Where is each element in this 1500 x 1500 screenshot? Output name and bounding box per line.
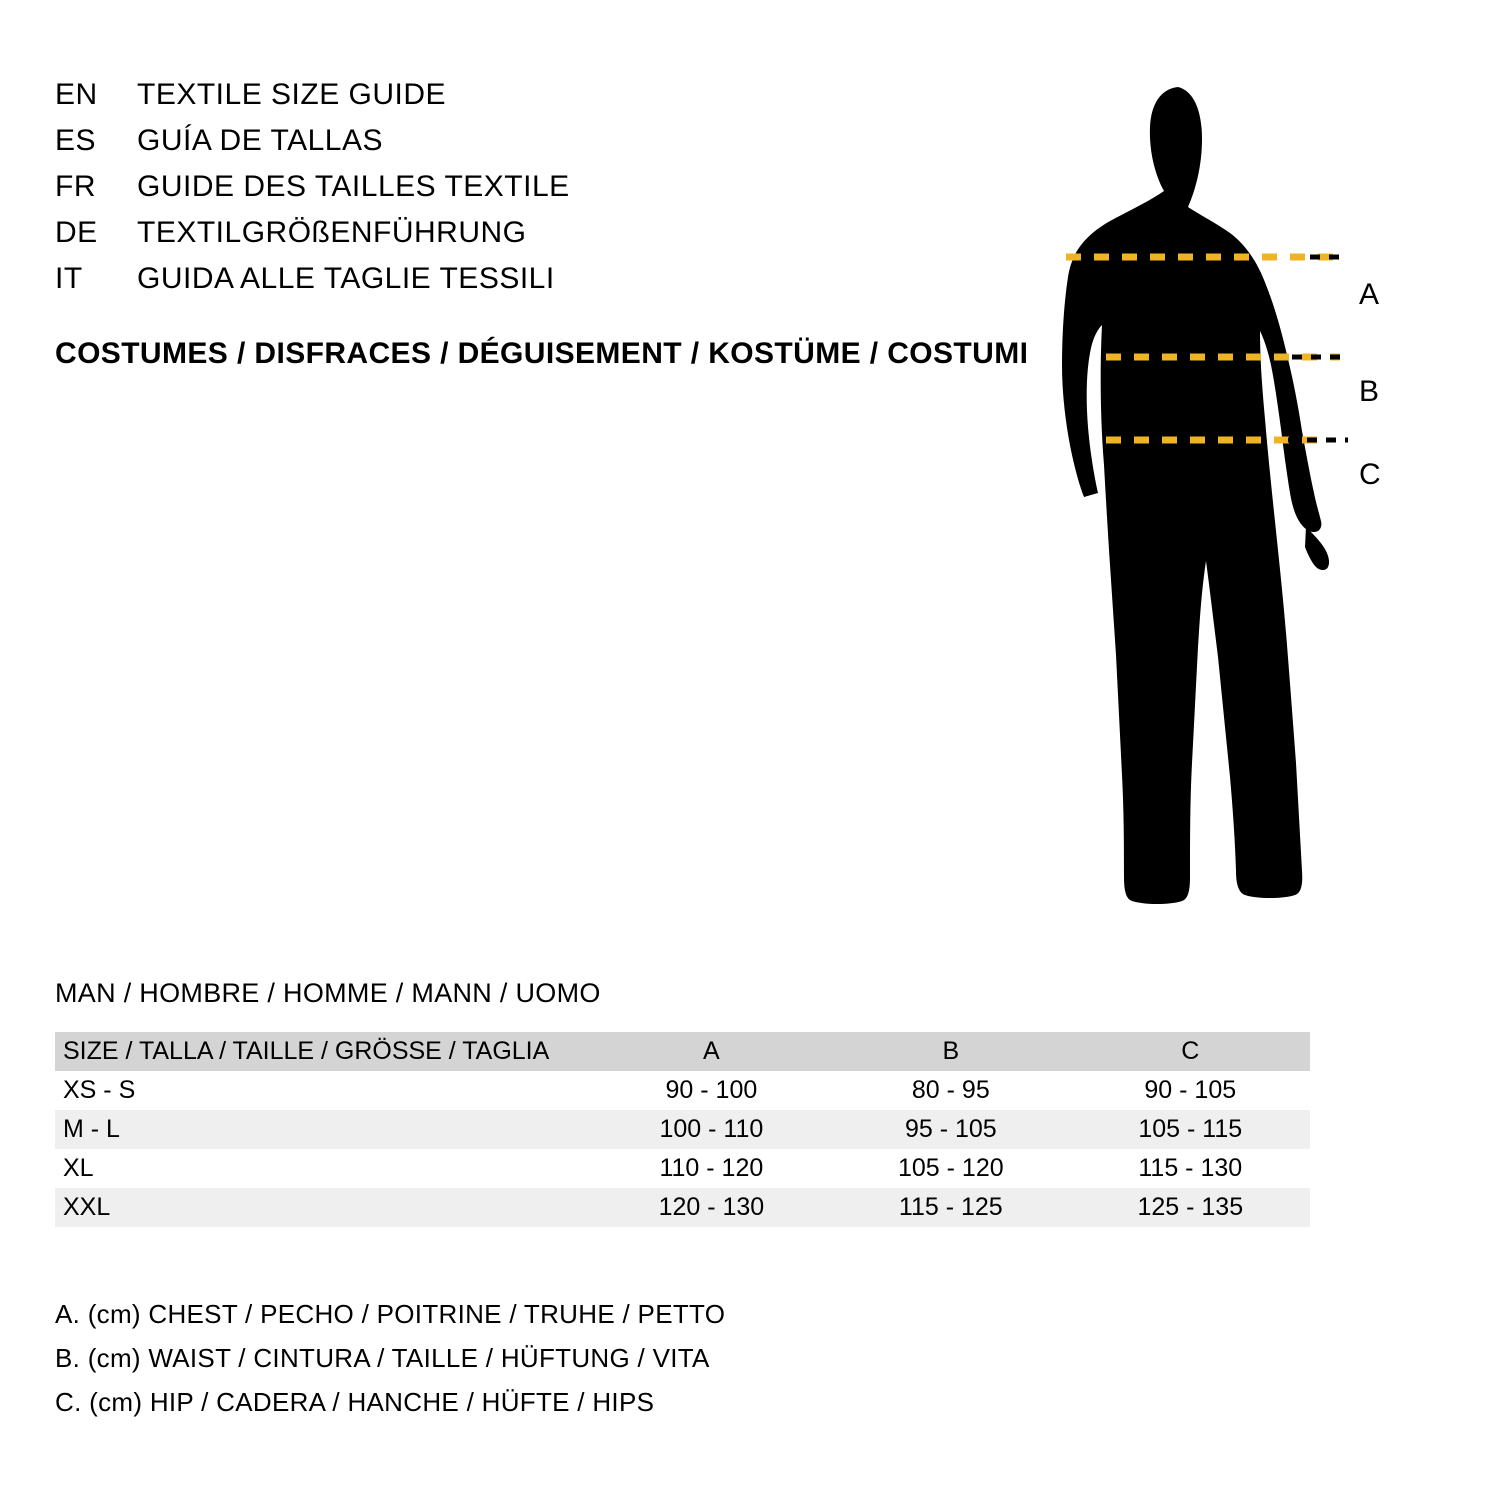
language-title: GUÍA DE TALLAS bbox=[137, 124, 383, 157]
legend-item-c: C. (cm) HIP / CADERA / HANCHE / HÜFTE / HIPS bbox=[55, 1387, 655, 1417]
cell-size: XXL bbox=[55, 1188, 592, 1227]
cell-c: 105 - 115 bbox=[1071, 1110, 1310, 1149]
language-row bbox=[55, 164, 1035, 210]
language-title: TEXTILE SIZE GUIDE bbox=[137, 78, 447, 111]
cell-b: 80 - 95 bbox=[831, 1071, 1070, 1110]
cell-size: M - L bbox=[55, 1110, 592, 1149]
language-row bbox=[55, 72, 1035, 118]
measure-label-b: B bbox=[1359, 375, 1380, 408]
table-row bbox=[55, 1071, 1310, 1110]
language-code: ES bbox=[55, 124, 97, 157]
measurement-legend bbox=[55, 1292, 725, 1424]
language-code: DE bbox=[55, 216, 98, 249]
table-group-title: MAN / HOMBRE / HOMME / MANN / UOMO bbox=[55, 978, 601, 1008]
language-title: TEXTILGRÖßENFÜHRUNG bbox=[137, 216, 527, 249]
cell-a: 120 - 130 bbox=[592, 1188, 831, 1227]
column-header-size: SIZE / TALLA / TAILLE / GRÖSSE / TAGLIA bbox=[55, 1032, 592, 1071]
column-header-b: B bbox=[831, 1032, 1070, 1071]
measure-label-c: C bbox=[1359, 458, 1381, 491]
language-row bbox=[55, 256, 1035, 302]
language-title: GUIDE DES TAILLES TEXTILE bbox=[137, 170, 570, 203]
language-title: GUIDA ALLE TAGLIE TESSILI bbox=[137, 262, 555, 295]
silhouette-shape bbox=[1062, 87, 1321, 904]
language-code: EN bbox=[55, 78, 98, 111]
column-header-c: C bbox=[1071, 1032, 1310, 1071]
cell-b: 105 - 120 bbox=[831, 1149, 1070, 1188]
table-header-row bbox=[55, 1032, 1310, 1071]
body-silhouette-figure bbox=[1010, 35, 1430, 925]
cell-a: 90 - 100 bbox=[592, 1071, 831, 1110]
hand-shape bbox=[1305, 527, 1329, 570]
cell-size: XL bbox=[55, 1149, 592, 1188]
cell-a: 110 - 120 bbox=[592, 1149, 831, 1188]
cell-c: 125 - 135 bbox=[1071, 1188, 1310, 1227]
table-row bbox=[55, 1149, 1310, 1188]
size-table bbox=[55, 1032, 1310, 1227]
measure-label-a: A bbox=[1359, 278, 1380, 311]
language-code: FR bbox=[55, 170, 96, 203]
cell-a: 100 - 110 bbox=[592, 1110, 831, 1149]
cell-b: 115 - 125 bbox=[831, 1188, 1070, 1227]
language-row bbox=[55, 118, 1035, 164]
legend-item-b: B. (cm) WAIST / CINTURA / TAILLE / HÜFTUNG / VITA bbox=[55, 1343, 710, 1373]
language-list bbox=[55, 72, 1035, 302]
language-code: IT bbox=[55, 262, 83, 295]
cell-c: 90 - 105 bbox=[1071, 1071, 1310, 1110]
column-header-a: A bbox=[592, 1032, 831, 1071]
table-row bbox=[55, 1188, 1310, 1227]
category-line: COSTUMES / DISFRACES / DÉGUISEMENT / KOSTÜME / COSTUMI bbox=[55, 337, 1029, 370]
language-row bbox=[55, 210, 1035, 256]
legend-item-a: A. (cm) CHEST / PECHO / POITRINE / TRUHE / PETTO bbox=[55, 1299, 726, 1329]
cell-c: 115 - 130 bbox=[1071, 1149, 1310, 1188]
cell-size: XS - S bbox=[55, 1071, 592, 1110]
cell-b: 95 - 105 bbox=[831, 1110, 1070, 1149]
table-row bbox=[55, 1110, 1310, 1149]
